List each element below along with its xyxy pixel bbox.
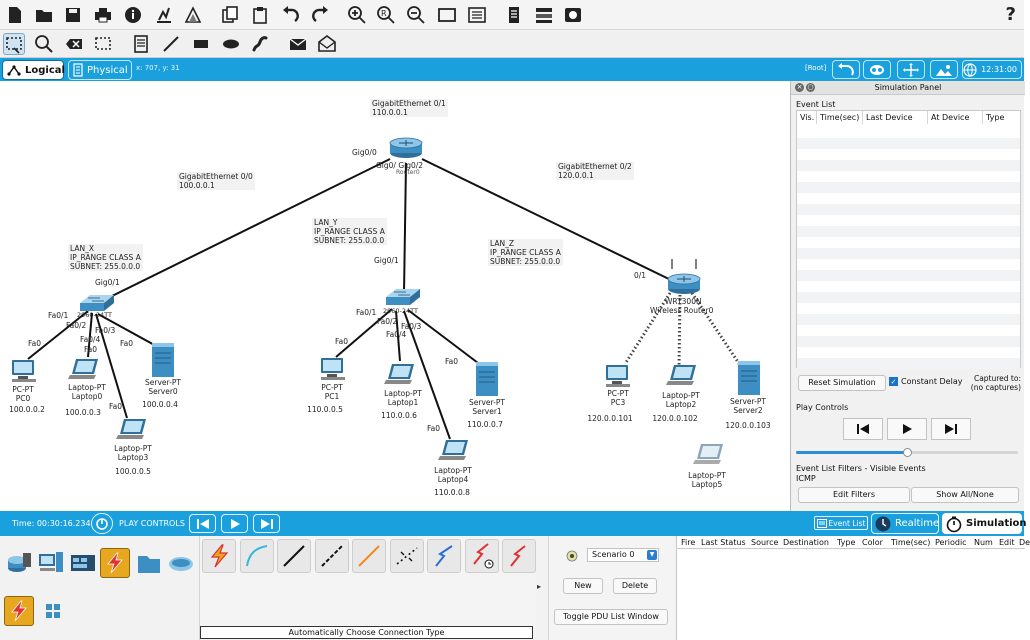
slider-fill <box>796 451 907 454</box>
constant-delay-checkbox[interactable] <box>889 377 962 386</box>
landscape-icon <box>935 63 953 77</box>
new-file-icon[interactable] <box>4 4 26 26</box>
scenario-select[interactable] <box>587 548 659 562</box>
port-laptop0-fa0: Fa0 <box>84 345 97 354</box>
table-row <box>797 138 1020 149</box>
realtime-clock-icon <box>875 516 891 532</box>
port-pc0-fa0: Fa0 <box>28 339 41 348</box>
column-header-at-device[interactable]: At Device <box>928 111 983 124</box>
main-toolbar <box>0 0 1024 30</box>
wireless-router-label: Wireless Router0 <box>650 306 714 315</box>
power-cycle-icon <box>95 517 109 531</box>
miscellaneous-category-icon[interactable] <box>134 548 164 578</box>
constant-delay-label: Constant Delay <box>901 377 963 386</box>
inspect-icon[interactable] <box>33 33 55 55</box>
port-pc1-fa0: Fa0 <box>335 337 348 346</box>
realtime-mode-button[interactable] <box>871 513 939 534</box>
router0-label: Router0 <box>396 169 420 176</box>
serial-dce-cable-icon <box>468 542 496 570</box>
connections-category-icon[interactable] <box>100 548 130 578</box>
wireless-router0-icon[interactable] <box>668 259 700 294</box>
pc3-icon[interactable] <box>606 365 630 387</box>
table-row <box>797 314 1020 325</box>
cable-router-switch1 <box>404 163 406 293</box>
laptop0-icon[interactable] <box>68 359 98 379</box>
logical-workspace[interactable] <box>0 81 790 511</box>
event-list-toggle-button[interactable] <box>814 516 868 530</box>
pdu-column-time[interactable]: Time(sec) <box>891 538 931 547</box>
auto-connection-icon <box>205 542 233 570</box>
port-switch1-fa03: Fa0/3 <box>401 322 422 331</box>
scenario-controls <box>548 536 674 640</box>
pc1-ip: 110.0.0.5 <box>307 405 343 414</box>
chevron-down-icon: ▼ <box>647 550 657 560</box>
network-info-icon[interactable] <box>503 4 525 26</box>
play-controls-title: Play Controls <box>796 403 849 412</box>
port-wireless-01: 0/1 <box>634 271 647 280</box>
print-icon[interactable] <box>92 4 114 26</box>
playback-speed-slider[interactable] <box>796 451 1018 454</box>
server0-icon[interactable] <box>152 343 174 377</box>
table-row <box>797 358 1020 369</box>
activity-wizard-icon[interactable] <box>153 4 175 26</box>
serial-dce-cable-tile[interactable] <box>465 539 499 573</box>
place-note-icon[interactable] <box>130 33 152 55</box>
pdu-column-last-status[interactable]: Last Status <box>701 538 746 547</box>
pc0-label: PC-PT PC0 <box>12 385 34 403</box>
straight-through-cable-tile[interactable] <box>277 539 311 573</box>
mode-step-forward-button[interactable] <box>253 514 280 533</box>
table-row <box>797 292 1020 303</box>
scenario-select-value: Scenario 0 <box>592 550 635 559</box>
select-icon[interactable] <box>3 33 25 55</box>
port-switch0-fa01: Fa0/1 <box>48 311 69 320</box>
note-lan-y[interactable]: LAN_Y IP_RANGE CLASS A SUBNET: 255.0.0.0 <box>314 218 385 245</box>
set-tiled-background-button[interactable] <box>930 60 958 79</box>
laptop5-label: Laptop-PT Laptop5 <box>688 471 726 489</box>
simulation-mode-button[interactable] <box>942 513 1027 534</box>
column-header-last-device[interactable]: Last Device <box>863 111 928 124</box>
laptop0-label: Laptop-PT Laptop0 <box>68 383 106 401</box>
tracking-icon[interactable] <box>562 4 584 26</box>
step-forward-icon <box>260 518 274 530</box>
new-scenario-button[interactable]: New <box>563 578 603 594</box>
play-icon <box>901 423 913 435</box>
laptop2-icon[interactable] <box>666 365 696 385</box>
note-gig01[interactable]: GigabitEthernet 0/1 110.0.0.1 <box>372 99 446 117</box>
server0-ip: 100.0.0.4 <box>142 400 178 409</box>
zoom-in-icon[interactable] <box>346 4 368 26</box>
wireless-link-pc3 <box>625 293 670 364</box>
laptop1-label: Laptop-PT Laptop1 <box>384 389 422 407</box>
table-row <box>797 160 1020 171</box>
new-cluster-button[interactable] <box>863 60 891 79</box>
fiber-cable-tile[interactable] <box>352 539 386 573</box>
server2-icon[interactable] <box>738 361 760 395</box>
globe-icon <box>963 63 977 77</box>
edit-toolbar <box>0 30 1024 58</box>
laptop4-label: Laptop-PT Laptop4 <box>434 466 472 484</box>
simulation-mode-label: Simulation <box>966 518 1027 529</box>
note-lan-x[interactable]: LAN_X IP_RANGE CLASS A SUBNET: 255.0.0.0 <box>70 244 141 271</box>
server1-label: Server-PT Server1 <box>469 398 505 416</box>
table-row <box>797 270 1020 281</box>
straight-through-cable-icon <box>280 542 308 570</box>
step-back-button[interactable] <box>843 418 883 440</box>
captured-to-label: Captured to: (no captures) <box>970 374 1021 392</box>
fiber-cable-icon <box>355 542 383 570</box>
switch0-icon[interactable] <box>80 295 114 311</box>
simulation-panel <box>790 81 1024 511</box>
pc1-icon[interactable] <box>321 358 345 380</box>
table-row <box>797 248 1020 259</box>
port-switch0-fa04: Fa0/4 <box>80 335 101 344</box>
port-switch1-fa01: Fa0/1 <box>356 308 377 317</box>
event-list-table[interactable] <box>796 110 1021 368</box>
slider-thumb[interactable] <box>903 448 912 457</box>
scenario-info-icon <box>566 550 578 562</box>
drawing-palette-icon[interactable] <box>436 4 458 26</box>
laptop2-ip: 120.0.0.102 <box>652 414 698 423</box>
play-button[interactable] <box>887 418 927 440</box>
cursor-coordinates: x: 707, y: 31 <box>136 64 180 72</box>
port-switch1-fa02: Fa0/2 <box>377 317 398 326</box>
wireless-router-model-label: WRT300N <box>665 297 702 306</box>
workspace-tab-bar <box>0 58 1024 81</box>
close-icon[interactable]: × <box>796 83 803 91</box>
coaxial-cable-icon <box>430 542 458 570</box>
table-row <box>797 182 1020 193</box>
list-icon <box>817 519 827 528</box>
port-router-gig00: Gig0/0 <box>352 148 377 157</box>
connections-subcategory-icon[interactable] <box>4 596 34 626</box>
pdu-column-periodic[interactable]: Periodic <box>935 538 967 547</box>
laptop4-icon[interactable] <box>438 440 468 460</box>
pdu-list-table[interactable] <box>676 536 1030 640</box>
crossover-cable-tile[interactable] <box>315 539 349 573</box>
mode-step-back-button[interactable] <box>189 514 216 533</box>
laptop2-label: Laptop-PT Laptop2 <box>662 391 700 409</box>
tab-logical-label: Logical <box>25 64 65 76</box>
table-row <box>797 336 1020 347</box>
port-switch1-gig01: Gig0/1 <box>374 256 399 265</box>
custom-devices-icon[interactable] <box>182 4 204 26</box>
port-router-gig01-gig02: Gig0/ Gig0/2 <box>376 161 424 170</box>
simulation-panel-title: Simulation Panel <box>874 83 942 92</box>
event-filters-value: ICMP <box>796 474 816 483</box>
pc3-ip: 120.0.0.101 <box>587 414 633 423</box>
mode-play-button[interactable] <box>221 514 248 533</box>
switch1-icon[interactable] <box>386 289 420 305</box>
tab-logical[interactable] <box>2 60 64 80</box>
router0-icon[interactable] <box>390 138 422 158</box>
pdu-column-color[interactable]: Color <box>862 538 883 547</box>
freeform-icon[interactable] <box>249 33 271 55</box>
checkbox-checked-icon: ✓ <box>890 378 897 386</box>
delete-icon[interactable] <box>63 33 85 55</box>
server1-ip: 110.0.0.7 <box>467 420 503 429</box>
server1-icon[interactable] <box>476 362 498 396</box>
simulation-panel-header <box>791 81 1025 95</box>
save-icon[interactable] <box>62 4 84 26</box>
laptop3-ip: 100.0.0.5 <box>115 467 151 476</box>
step-back-icon <box>196 518 210 530</box>
table-row <box>797 226 1020 237</box>
info-icon[interactable] <box>122 4 144 26</box>
note-gig00[interactable]: GigabitEthernet 0/0 100.0.0.1 <box>179 172 253 190</box>
laptop1-ip: 110.0.0.6 <box>381 411 417 420</box>
pdu-header-divider <box>677 548 1025 549</box>
pdu-column-destination[interactable]: Destination <box>783 538 829 547</box>
pdu-column-type[interactable]: Type <box>837 538 856 547</box>
pdu-column-edit[interactable]: Edit <box>999 538 1015 547</box>
network-devices-category-icon[interactable] <box>4 548 34 578</box>
laptop3-label: Laptop-PT Laptop3 <box>114 444 152 462</box>
move-object-button[interactable] <box>897 60 925 79</box>
pdu-column-fire[interactable]: Fire <box>681 538 696 547</box>
back-button[interactable] <box>832 60 860 79</box>
serial-dte-cable-tile[interactable] <box>502 539 536 573</box>
realtime-mode-label: Realtime <box>895 518 940 529</box>
column-header-time[interactable]: Time(sec) <box>817 111 863 124</box>
crossover-cable-icon <box>318 542 346 570</box>
laptop0-ip: 100.0.0.3 <box>65 408 101 417</box>
stopwatch-icon <box>945 516 963 532</box>
scroll-right-icon[interactable]: ▸ <box>537 582 542 591</box>
auto-connection-tile[interactable] <box>202 539 236 573</box>
draw-ellipse-icon[interactable] <box>220 33 242 55</box>
pdu-column-source[interactable]: Source <box>751 538 779 547</box>
undo-icon[interactable] <box>280 4 302 26</box>
help-icon[interactable]: ? <box>1005 4 1016 25</box>
note-gig02[interactable]: GigabitEthernet 0/2 120.0.0.1 <box>558 162 632 180</box>
end-devices-category-icon[interactable] <box>36 548 66 578</box>
resize-shape-icon[interactable] <box>92 33 114 55</box>
note-lan-z[interactable]: LAN_Z IP_RANGE CLASS A SUBNET: 255.0.0.0 <box>490 239 561 266</box>
port-switch0-fa02: Fa0/2 <box>66 321 87 330</box>
server2-label: Server-PT Server2 <box>730 397 766 415</box>
event-list-toggle-label: Event List <box>828 518 866 528</box>
redo-icon[interactable] <box>309 4 331 26</box>
components-category-icon[interactable] <box>68 548 98 578</box>
grid-view-icon[interactable] <box>38 596 68 626</box>
switch0-model-label: 2960-24TT <box>77 311 112 319</box>
move-icon <box>902 63 920 77</box>
device-categories <box>0 536 200 640</box>
show-all-none-button[interactable]: Show All/None <box>911 487 1019 503</box>
zoom-out-icon[interactable] <box>405 4 427 26</box>
connection-type-label: Automatically Choose Connection Type <box>200 626 533 639</box>
multiuser-connection-category-icon[interactable] <box>166 548 196 578</box>
laptop4-ip: 110.0.0.8 <box>434 488 470 497</box>
cluster-icon <box>868 63 886 77</box>
copy-icon[interactable] <box>219 4 241 26</box>
step-back-icon <box>856 423 870 435</box>
simulation-time: Time: 00:30:16.234 <box>12 519 91 528</box>
zoom-reset-icon[interactable] <box>375 4 397 26</box>
pc1-label: PC-PT PC1 <box>321 383 343 401</box>
undock-icon[interactable]: ○ <box>807 83 814 91</box>
port-server0-fa0: Fa0 <box>120 339 133 348</box>
step-forward-icon <box>944 423 958 435</box>
port-switch1-fa04: Fa0/4 <box>386 330 407 339</box>
phone-cable-tile[interactable] <box>390 539 424 573</box>
port-switch0-gig01: Gig0/1 <box>95 278 120 287</box>
delete-scenario-button[interactable]: Delete <box>613 578 657 594</box>
tab-physical-label: Physical <box>87 64 128 76</box>
pdu-column-delete[interactable]: De <box>1019 538 1030 547</box>
step-forward-button[interactable] <box>931 418 971 440</box>
draw-rectangle-icon[interactable] <box>190 33 212 55</box>
play-controls-label: PLAY CONTROLS <box>119 519 185 528</box>
power-cycle-button[interactable] <box>91 513 113 534</box>
laptop1-icon[interactable] <box>384 364 414 384</box>
svg-text:R: R <box>381 9 387 18</box>
event-list-title: Event List <box>796 100 836 109</box>
pdu-column-num[interactable]: Num <box>974 538 993 547</box>
custom-device-dialog-icon[interactable] <box>466 4 488 26</box>
pc0-ip: 100.0.0.2 <box>9 405 45 414</box>
tab-physical[interactable] <box>68 60 132 80</box>
column-header-type[interactable]: Type <box>986 113 1005 122</box>
pc3-label: PC-PT PC3 <box>607 389 629 407</box>
add-simple-pdu-icon[interactable] <box>287 33 309 55</box>
phone-cable-icon <box>393 542 421 570</box>
laptop3-icon[interactable] <box>116 419 146 439</box>
draw-line-icon[interactable] <box>160 33 182 55</box>
physical-view-icon <box>73 63 83 77</box>
edit-filters-button[interactable]: Edit Filters <box>798 487 910 503</box>
connection-types-strip <box>200 536 536 636</box>
open-folder-icon[interactable] <box>33 4 55 26</box>
paste-icon[interactable] <box>249 4 271 26</box>
laptop5-icon[interactable] <box>693 444 723 464</box>
port-server1-fa0: Fa0 <box>445 357 458 366</box>
add-complex-pdu-icon[interactable] <box>316 33 338 55</box>
mode-bar <box>0 511 1027 536</box>
toggle-pdu-list-button[interactable]: Toggle PDU List Window <box>554 609 668 625</box>
server2-ip: 120.0.0.103 <box>725 421 771 430</box>
root-breadcrumb[interactable]: [Root] <box>805 64 827 72</box>
port-laptop3-fa0: Fa0 <box>109 402 122 411</box>
port-switch0-fa03: Fa0/3 <box>95 326 116 335</box>
pc0-icon[interactable] <box>12 360 36 382</box>
table-row <box>797 204 1020 215</box>
server0-label: Server-PT Server0 <box>145 378 181 396</box>
console-cable-tile[interactable] <box>240 539 274 573</box>
serial-dte-cable-icon <box>505 542 533 570</box>
back-arrow-icon <box>837 63 855 77</box>
cluster-icon[interactable] <box>533 4 555 26</box>
coaxial-cable-tile[interactable] <box>427 539 461 573</box>
column-header-vis[interactable]: Vis. <box>797 111 817 124</box>
console-cable-icon <box>243 542 271 570</box>
play-icon <box>229 518 241 530</box>
reset-simulation-button[interactable]: Reset Simulation <box>798 375 886 391</box>
switch1-model-label: 2960-24TT <box>383 307 418 315</box>
viewport-clock[interactable] <box>962 60 1022 79</box>
event-filters-title: Event List Filters - Visible Events <box>796 464 926 473</box>
logical-view-icon <box>7 64 21 76</box>
port-laptop4-fa0: Fa0 <box>427 424 440 433</box>
clock-time: 12:31:00 <box>981 65 1017 74</box>
